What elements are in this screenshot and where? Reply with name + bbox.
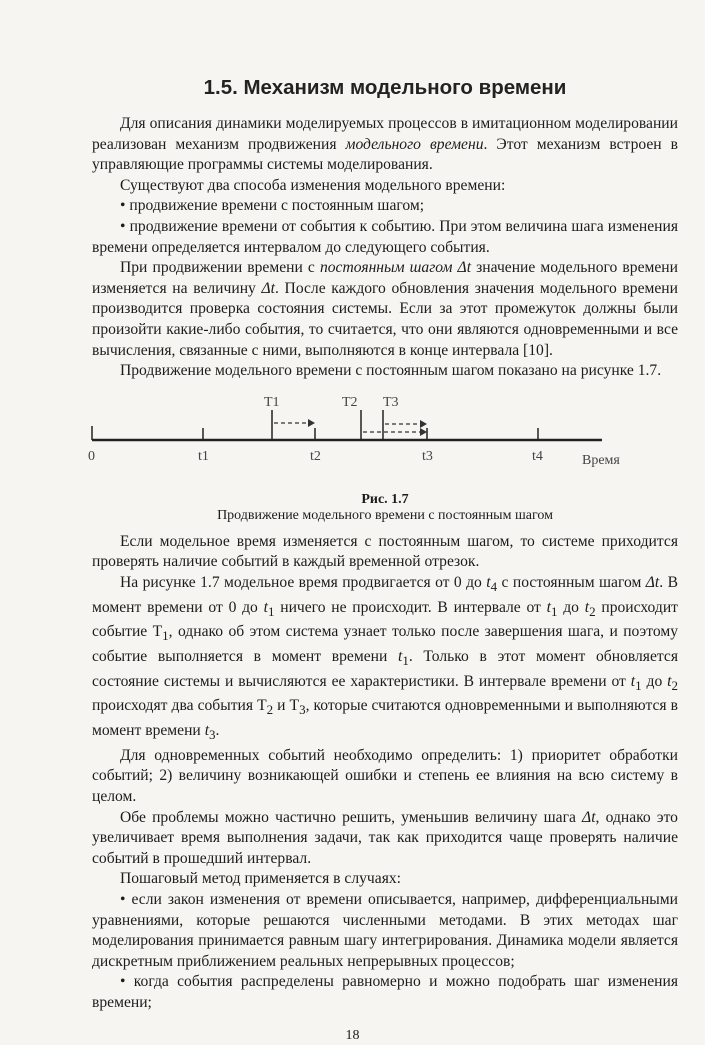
paragraph-1: Для описания динамики моделируемых процессов в имитационном моделировании реализован механизм продвижения модельного времени. Этот механизм встроен в управляющие программы системы моделирования. [92, 115, 678, 174]
event-t3-arrowhead [420, 420, 427, 428]
figure-caption-number: Рис. 1.7 [361, 491, 409, 507]
paragraph-8: Обе проблемы можно частично решить, уменьшив величину шага Δt, однако это увеличивает время выполнения задачи, так как приходится чаще проверять наличие событий в прошедший интервал. [92, 808, 678, 867]
paragraph-3: При продвижении времени с постоянным шагом Δt значение модельного времени изменяется на величину Δt. После каждого обновления значения модельного времени производится проверка состояния системы. Если за этот промежуток должны были произойти какие-либо события, то считается, что они являются одновременными и все вычисления, связанные с ними, выполняются в конце интервала [10]. [92, 259, 678, 359]
event-t1-arrowhead [308, 419, 315, 427]
bullet-3: • если закон изменения от времени описывается, например, дифференциальными уравнениями, которые решаются численными методами. В этих методах шаг моделирования принимается равным шагу интегрирования. Динамика модели является дискретным приближением реальных непрерывных процессов; [92, 890, 678, 970]
axis-label-time: Время [582, 452, 620, 468]
page-number: 18 [345, 1028, 360, 1043]
figure-1-7 [88, 388, 678, 486]
tick-label-t1: t1 [198, 448, 209, 464]
bullet-4: • когда события распределены равномерно и можно подобрать шаг изменения времени; [92, 973, 678, 1011]
bullet-2: • продвижение времени от события к событию. При этом величина шага изменения времени определяется интервалом до следующего события. [92, 217, 678, 256]
tick-label-0: 0 [88, 448, 95, 464]
figure-caption-text: Продвижение модельного времени с постоянным шагом [217, 507, 553, 523]
page-content [88, 76, 678, 1014]
tick-label-t2: t2 [310, 448, 321, 464]
paragraph-2: Существуют два способа изменения модельного времени: [120, 176, 506, 194]
section-title: 1.5. Механизм модельного времени [203, 76, 567, 99]
paragraph-5: Если модельное время изменяется с постоянным шагом, то системе приходится проверять наличие событий в каждый временной отрезок. [92, 532, 678, 571]
timeline-diagram [82, 388, 682, 486]
paragraph-4: Продвижение модельного времени с постоянным шагом показано на рисунке 1.7. [120, 362, 662, 380]
event-label-t3: Т3 [383, 394, 399, 410]
bullet-1: • продвижение времени с постоянным шагом; [120, 197, 425, 215]
paragraph-7: Для одновременных событий необходимо определить: 1) приоритет обработки событий; 2) величину возникающей ошибки и степень ее влияния на всю систему в целом. [92, 746, 678, 806]
paragraph-9: Пошаговый метод применяется в случаях: [120, 870, 401, 888]
event-t2-arrowhead [420, 428, 427, 436]
tick-label-t4: t4 [532, 448, 543, 464]
paragraph-6: На рисунке 1.7 модельное время продвигается от 0 до $t_4$ с постоянным шагом Δt. В момент времени от 0 до $t_1$ ничего не происходит. В интервале от $t_1$ до $t_2$ происходит событие $Т_1$, однако об этом система узнает только после завершения шага, и поэтому событие выполняется в момент времени $t_1$. Только в этот момент обновляется состояние системы и вычисляются ее характеристики. В интервале времени от $t_1$ до $t_2$ происходят два события $Т_2$ и $Т_3$, которые считаются одновременными и выполняются в момент времени $t_3$. [92, 573, 678, 743]
event-label-t1: Т1 [264, 394, 280, 410]
event-label-t2: Т2 [342, 394, 358, 410]
tick-label-t3: t3 [422, 448, 433, 464]
